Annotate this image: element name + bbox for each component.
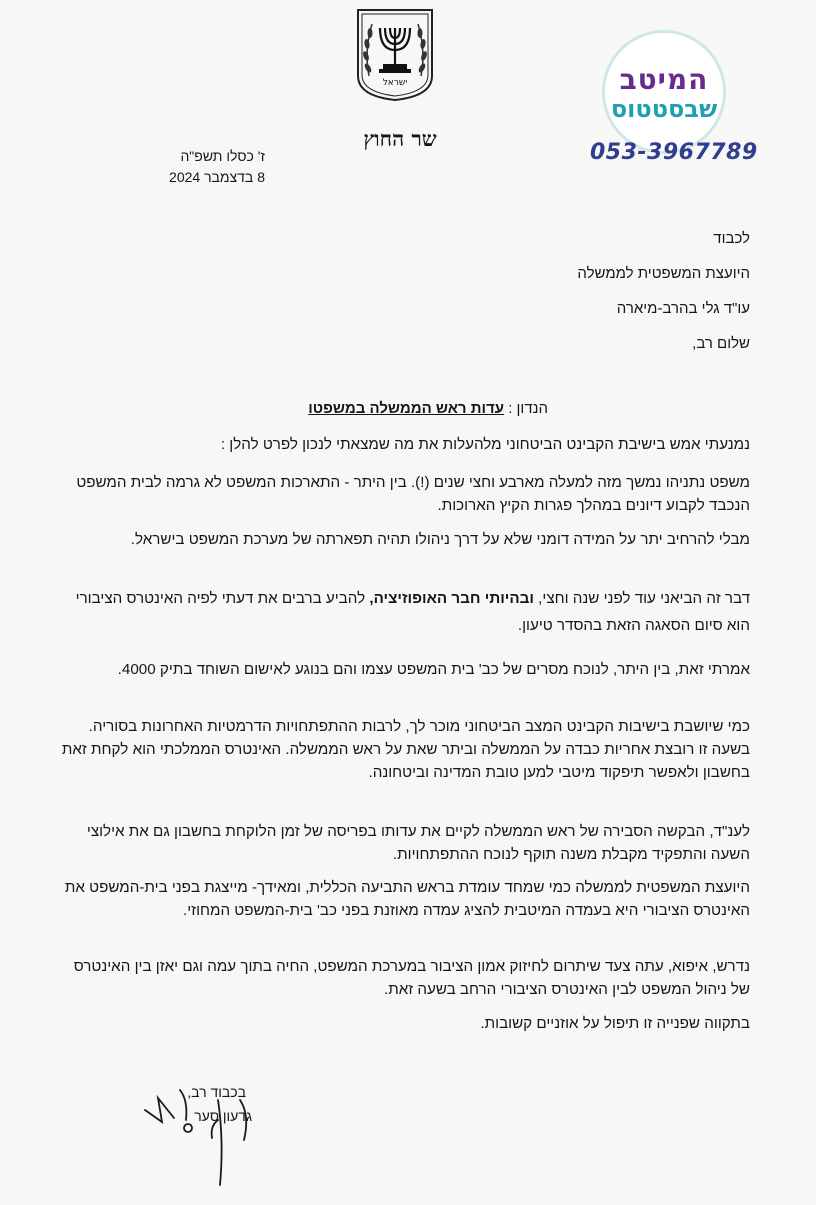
paragraph-10: בתקווה שפנייה זו תיפול על אוזניים קשובות.: [480, 1015, 750, 1032]
recipient-name: עו"ד גלי בהרב-מיארה: [616, 300, 750, 317]
paragraph-1: נמנעתי אמש בישיבת הקבינט הביטחוני מלהעלות את מה שמצאתי לנכון לפרט להלן :: [220, 436, 750, 453]
stamp-phone: 053-3967789: [590, 140, 758, 165]
paragraph-6: כמי שיושבת בישיבות הקבינט המצב הביטחוני מוכר לך, לרבות ההתפתחויות הדרמטיות האחרונות בסוריה. בשעה זו רובצת אחריות כבדה על הממשלה וביתר שאת על ראש הממשלה. האינטרס הממלכתי הוא לקחת זאת בחשבון ולאפשר תיפקוד מיטבי למען טובת המדינה וביטחונה.: [61, 718, 750, 781]
closing-regards: בכבוד רב,: [187, 1084, 246, 1100]
date-block: [120, 146, 265, 188]
subject-prefix: הנדון :: [508, 400, 548, 417]
stamp-line2: שבסטטוס: [610, 95, 718, 123]
paragraph-5: אמרתי זאת, בין היתר, לנוכח מסרים של כב' בית המשפט עצמו והם בנוגע לאישום השוחד בתיק 4000.: [117, 661, 750, 678]
date-hebrew: ז' כסלו תשפ"ה: [180, 148, 265, 164]
signer-name: גדעון סער: [194, 1108, 252, 1124]
paragraph-9: נדרש, איפוא, עתה צעד שיתרום לחיזוק אמון הציבור במערכת המשפט, החיה בתוך עמה וגם יאזן בין האינטרס של ניהול המשפט לבין האינטרס הציבורי הרחב בשעה זאת.: [73, 958, 750, 998]
minister-title: שר החוץ: [363, 126, 437, 151]
paragraph-4-bold: ובהיותי חבר האופוזיציה,: [369, 590, 534, 607]
subject-title: עדות ראש הממשלה במשפטו: [308, 400, 505, 417]
paragraph-4-text-a: דבר זה הביאני עוד לפני שנה וחצי,: [533, 590, 750, 607]
emblem-label: ישראל: [382, 78, 408, 88]
paragraph-7: לענ"ד, הבקשה הסבירה של ראש הממשלה לקיים את עדותו בפריסה של זמן הלוקחת בחשבון גם את אילוצי השעה והתפקיד מקבלת משנה תוקף לנוכח ההתפתחויות.: [86, 823, 750, 863]
paragraph-2: משפט נתניהו נמשך מזה למעלה מארבע וחצי שנים (!). בין היתר - התארכות המשפט לא גרמה לבית המשפט הנכבד לקבוע דיונים במהלך פגרות הקיץ הארוכות.: [76, 474, 750, 514]
signature-scribble-icon: [140, 1080, 290, 1190]
paragraph-3: מבלי להרחיב יתר על המידה דומני שלא על דרך ניהולו תהיה תפארתה של מערכת המשפט בישראל.: [130, 531, 750, 548]
state-emblem: [354, 6, 436, 102]
subject-line: [248, 400, 548, 417]
date-gregorian: 8 בדצמבר 2024: [169, 169, 265, 185]
stamp-line1: המיטב: [619, 63, 709, 96]
paragraph-4: [60, 585, 750, 639]
recipient-role: היועצת המשפטית לממשלה: [577, 265, 750, 282]
recipient-greeting: שלום רב,: [692, 335, 750, 352]
paragraph-8: היועצת המשפטית לממשלה כמי שמחד עומדת בראש התביעה הכללית, ומאידך- מייצגת בפני בית-המשפט את האינטרס הציבורי היא בעמדה המיטבית להציג עמדה מאוזנת בפני כב' בית-המשפט המחוזי.: [64, 879, 750, 919]
recipient-honorific: לכבוד: [713, 230, 750, 247]
handwritten-signature: [140, 1080, 290, 1190]
paragraph-4-text-b: להביע ברבים את דעתי לפיה האינטרס הציבורי הוא סיום הסאגה הזאת בהסדר טיעון.: [75, 590, 750, 634]
watermark-stamp: [602, 30, 726, 154]
